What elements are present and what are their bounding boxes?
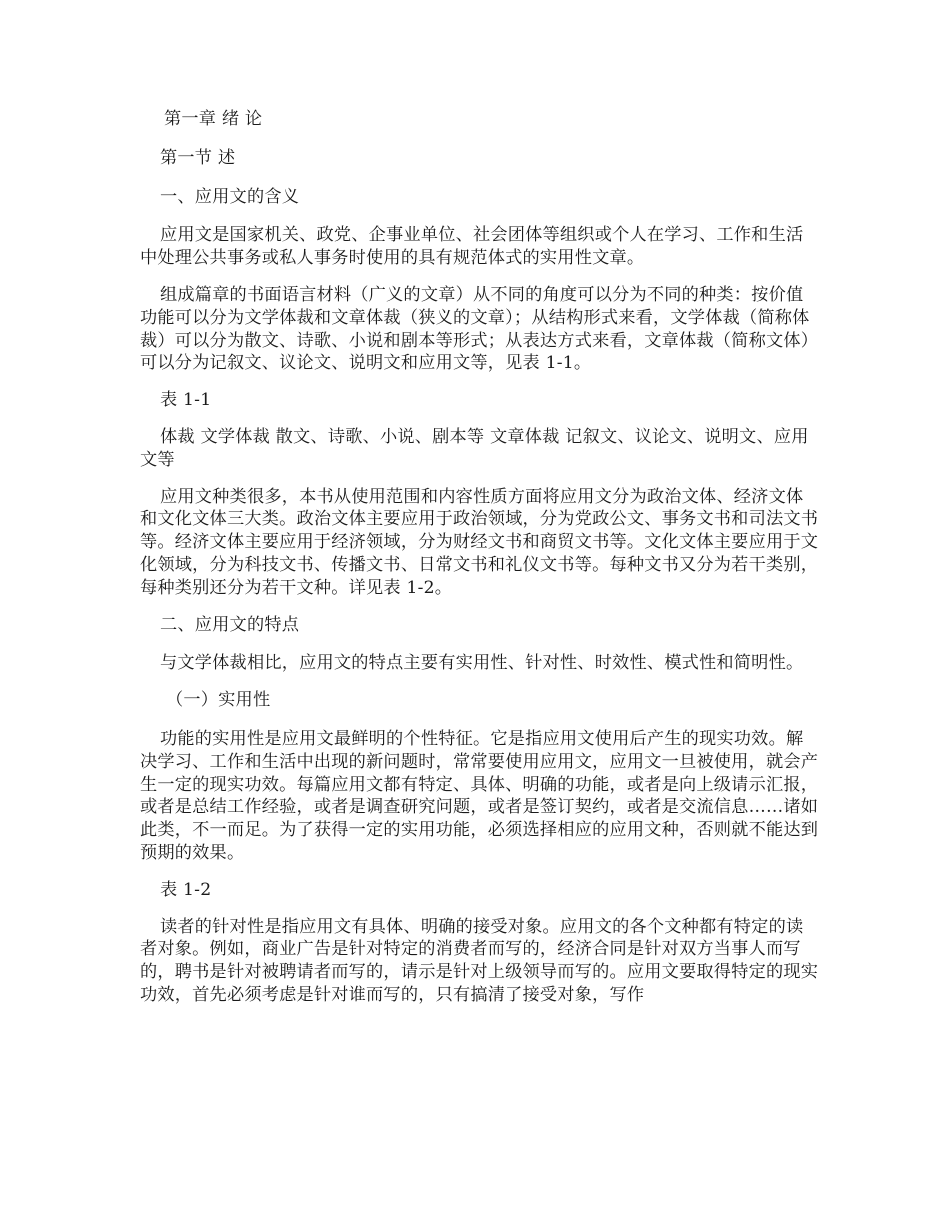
section-title: 第一节 述 [160,147,236,168]
table-1-1-content: 体裁 文学体裁 散文、诗歌、小说、剧本等 文章体裁 记叙文、议论文、说明文、应用文等 [140,426,809,470]
heading-meaning: 一、应用文的含义 [160,186,300,207]
paragraph-definition: 应用文是国家机关、政党、企事业单位、社会团体等组织或个人在学习、工作和生活中处理公共事务或私人事务时使用的具有规范体式的实用性文章。 [140,225,804,269]
table-1-1-label: 表 1-1 [160,390,212,411]
heading-practicality: （一）实用性 [166,690,271,711]
chapter-title: 第一章 绪 论 [164,109,263,129]
paragraph-classification: 组成篇章的书面语言材料（广义的文章）从不同的角度可以分为不同的种类：按价值功能可以分为文学体裁和文章体裁（狭义的文章）；从结构形式来看，文学体裁（简称体裁）可以分为散文、诗歌、小说和剧本等形式；从表达方式来看，文章体裁（简称文体）可以分为记叙文、议论文、说明文和应用文等，见表 1-1。 [140,284,819,374]
paragraph-categories: 应用文种类很多，本书从使用范围和内容性质方面将应用文分为政治文体、经济文体和文化文体三大类。政治文体主要应用于政治领域，分为党政公文、事务文书和司法文书等。经济文体主要应用于经济领域，分为财经文书和商贸文书等。文化文体主要应用于文化领域，分为科技文书、传播文书、日常文书和礼仪文书等。每种文书又分为若干类别，每种类别还分为若干文种。详见表 1-2。 [140,486,819,598]
heading-features: 二、应用文的特点 [160,614,300,635]
paragraph-targeting: 读者的针对性是指应用文有具体、明确的接受对象。应用文的各个文种都有特定的读者对象。例如，商业广告是针对特定的消费者而写的，经济合同是针对双方当事人而写的，聘书是针对被聘请者而写的，请示是针对上级领导而写的。应用文要取得特定的现实功效，首先必须考虑是针对谁而写的，只有搞清了接受对象，写作 [140,916,819,1005]
document-page [140,108,820,1021]
table-1-2-label: 表 1-2 [160,879,212,900]
paragraph-practicality: 功能的实用性是应用文最鲜明的个性特征。它是指应用文使用后产生的现实功效。解决学习、工作和生活中出现的新问题时，常常要使用应用文，应用文一旦被使用，就会产生一定的现实功效。每篇应用文都有特定、具体、明确的功能，或者是向上级请示汇报，或者是总结工作经验，或者是调查研究问题，或者是签订契约，或者是交流信息……诸如此类，不一而足。为了获得一定的实用功能，必须选择相应的应用文种，否则就不能达到预期的效果。 [140,728,819,863]
paragraph-features-intro: 与文学体裁相比，应用文的特点主要有实用性、针对性、时效性、模式性和简明性。 [160,653,804,674]
